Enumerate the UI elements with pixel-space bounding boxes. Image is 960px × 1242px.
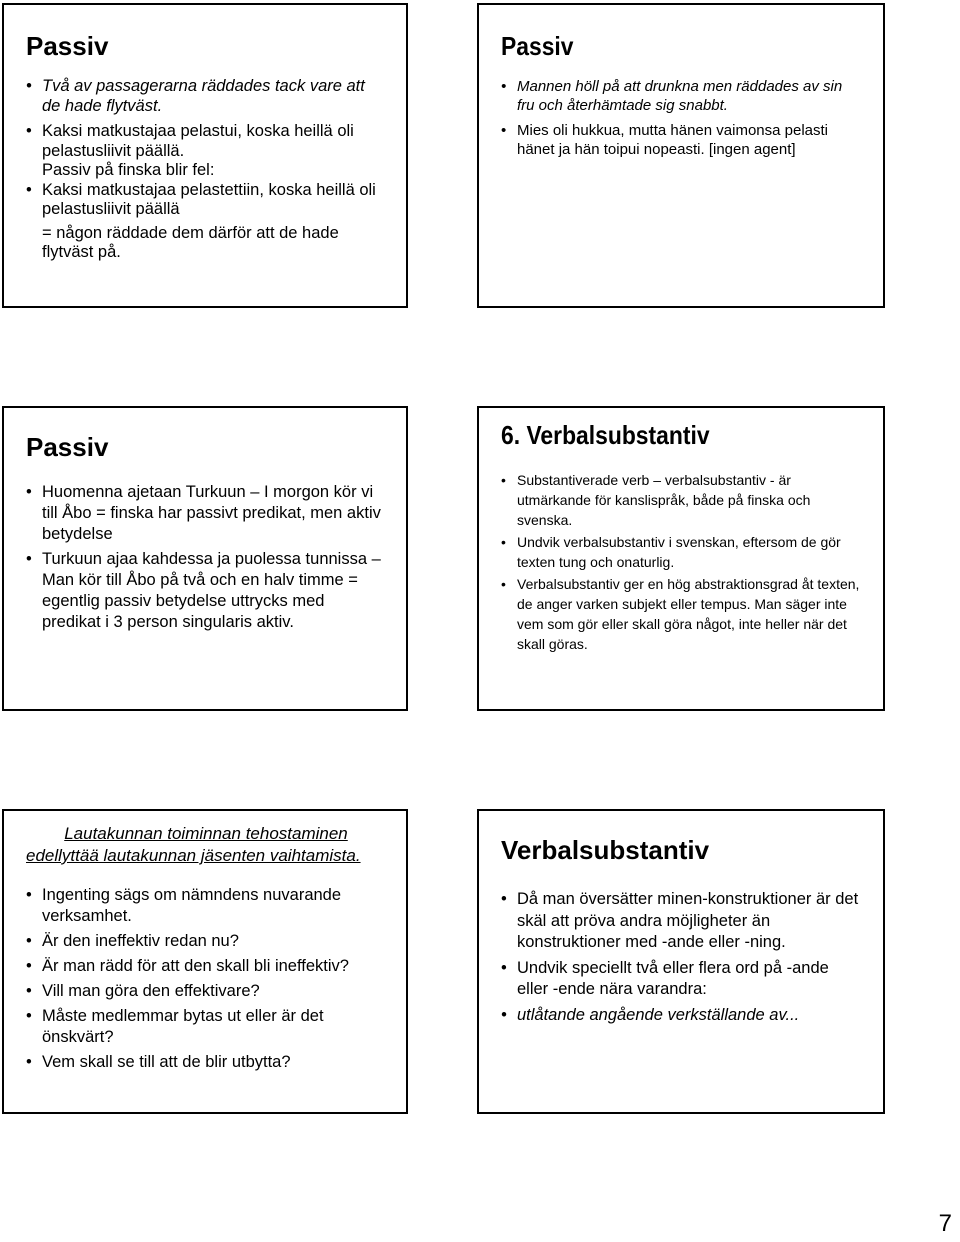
list-item: • Är man rädd för att den skall bli ineffektiv? bbox=[26, 957, 349, 975]
bullet-icon: • bbox=[26, 932, 32, 950]
list-item: • Mies oli hukkua, mutta hänen vaimonsa pelasti hänet ja hän toipui nopeasti. [ingen agent] bbox=[501, 122, 829, 158]
list-item: • Verbalsubstantiv ger en hög abstraktionsgrad åt texten, de anger varken subjekt eller tempus. Man säger inte vem som gör eller skall göra något, inte heller när det skall göras. bbox=[501, 576, 860, 652]
bullet-icon: • bbox=[26, 483, 32, 501]
list-item: • Måste medlemmar bytas ut eller är det önskvärt? bbox=[26, 1007, 324, 1046]
slide-title bbox=[26, 823, 386, 867]
list-item: • Vem skall se till att de blir utbytta? bbox=[26, 1053, 291, 1071]
bullet-icon: • bbox=[26, 957, 32, 975]
slide-title-line-1: Lautakunnan toiminnan tehostaminen bbox=[64, 824, 348, 843]
slide-list bbox=[501, 470, 863, 654]
bullet-icon: • bbox=[26, 982, 32, 1000]
slide-title: Passiv bbox=[26, 31, 109, 61]
bullet-icon: • bbox=[26, 1007, 32, 1025]
slide-title: 6. Verbalsubstantiv bbox=[501, 420, 710, 450]
slide-3 bbox=[2, 406, 408, 711]
list-item: • Är den ineffektiv redan nu? bbox=[26, 932, 239, 950]
plain-line: = någon räddade dem därför att de hade flytväst på. bbox=[42, 223, 339, 261]
list-item: • Huomenna ajetaan Turkuun – I morgon kör vi till Åbo = finska har passivt predikat, men aktiv betydelse bbox=[26, 483, 381, 543]
bullet-icon: • bbox=[501, 534, 506, 550]
bullet-icon: • bbox=[501, 890, 507, 908]
list-item: • Kaksi matkustajaa pelastettiin, koska heillä oli pelastusliivit päällä bbox=[26, 180, 376, 218]
list-item: • Undvik speciellt två eller flera ord på -ande eller -ende nära varandra: bbox=[501, 958, 829, 998]
bullet-icon: • bbox=[26, 550, 32, 568]
slide-title: Passiv bbox=[26, 432, 109, 462]
slide-title: Verbalsubstantiv bbox=[501, 835, 710, 865]
bullet-icon: • bbox=[501, 958, 507, 977]
list-item: • Då man översätter minen-konstruktioner är det skäl att pröva andra möjligheter än konstruktioner med -ande eller -ning. bbox=[501, 890, 859, 951]
slide-list bbox=[26, 885, 386, 1073]
slide-4 bbox=[477, 406, 885, 711]
slide-title: Passiv bbox=[501, 31, 574, 61]
slide-2 bbox=[477, 3, 885, 308]
list-item: • Mannen höll på att drunkna men räddades av sin fru och återhämtade sig snabbt. bbox=[501, 78, 843, 114]
bullet-icon: • bbox=[26, 886, 32, 904]
bullet-icon: • bbox=[501, 78, 507, 95]
slide-list bbox=[501, 77, 863, 159]
bullet-icon: • bbox=[501, 1005, 507, 1024]
bullet-icon: • bbox=[26, 180, 32, 199]
slide-list bbox=[26, 77, 386, 263]
bullet-icon: • bbox=[26, 1053, 32, 1071]
plain-line: Passiv på finska blir fel: bbox=[42, 161, 215, 179]
slide-list bbox=[26, 482, 386, 633]
slide-list bbox=[501, 889, 863, 1026]
slide-title-line-2: edellyttää lautakunnan jäsenten vaihtamista. bbox=[26, 846, 361, 865]
list-item: • Vill man göra den effektivare? bbox=[26, 982, 260, 1000]
list-item: • Substantiverade verb – verbalsubstantiv - är utmärkande för kanslispråk, både på finska och svenska. bbox=[501, 472, 811, 528]
list-item: • Turkuun ajaa kahdessa ja puolessa tunnissa – Man kör till Åbo på två och en halv timme = egentlig passiv betydelse uttrycks med predikat i 3 person singularis aktiv. bbox=[26, 550, 381, 631]
bullet-icon: • bbox=[26, 77, 32, 95]
slide-1 bbox=[2, 3, 408, 308]
slide-6 bbox=[477, 809, 885, 1114]
list-item: • Ingenting sägs om nämndens nuvarande verksamhet. bbox=[26, 886, 342, 925]
slide-5 bbox=[2, 809, 408, 1114]
list-item: • Kaksi matkustajaa pelastui, koska heillä oli pelastusliivit päällä. bbox=[26, 122, 354, 160]
list-item: • Undvik verbalsubstantiv i svenskan, eftersom de gör texten tung och onaturlig. bbox=[501, 534, 841, 570]
list-item: • Två av passagerarna räddades tack vare att de hade flytväst. bbox=[26, 77, 365, 115]
list-item: • utlåtande angående verkställande av... bbox=[501, 1005, 863, 1027]
page-number: 7 bbox=[938, 1210, 952, 1237]
bullet-icon: • bbox=[501, 122, 507, 139]
bullet-icon: • bbox=[501, 472, 506, 488]
bullet-icon: • bbox=[501, 576, 506, 592]
bullet-icon: • bbox=[26, 122, 32, 140]
